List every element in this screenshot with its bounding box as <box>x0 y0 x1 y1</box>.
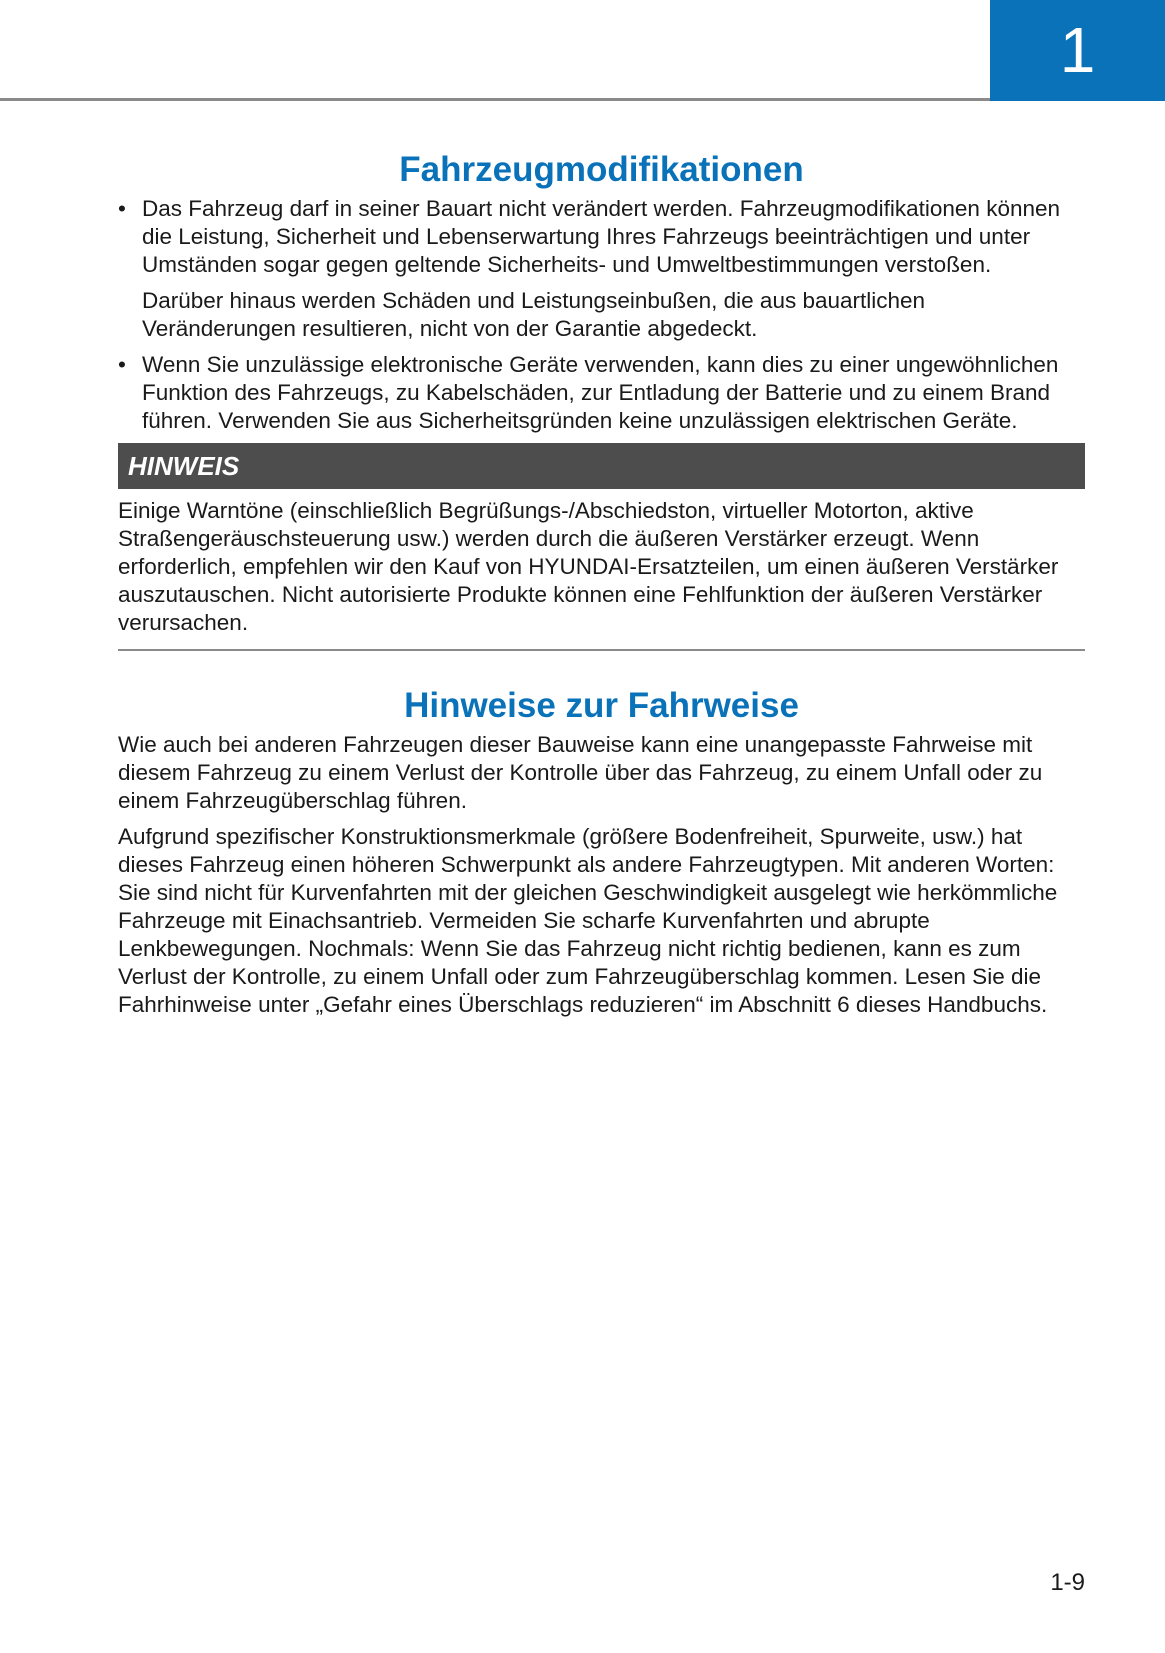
bullet-marker: • <box>118 196 126 221</box>
bullet-marker: • <box>118 352 126 377</box>
body-paragraph: Aufgrund spezifischer Konstruktionsmerkmale (größere Bodenfreiheit, Spurweite, usw.) hat dieses Fahrzeug einen höheren Schwerpunkt als andere Fahrzeugtypen. Mit anderen Worten: Sie sind nicht für Kurvenfahrten mit der gleichen Geschwindigkeit ausgelegt wie herkömmliche Fahrzeuge mit Einachsantrieb. Vermeiden Sie scharfe Kurvenfahrten und abrupte Lenkbewegungen. Nochmals: Wenn Sie das Fahrzeug nicht richtig bedienen, kann es zum Verlust der Kontrolle, zu einem Unfall oder zum Fahrzeugüberschlag kommen. Lesen Sie die Fahrhinweise unter „Gefahr eines Überschlags reduzieren“ im Abschnitt 6 dieses Handbuchs. <box>118 824 1058 1017</box>
section-title-fahrweise: Hinweise zur Fahrweise <box>404 686 799 725</box>
note-header: HINWEIS <box>118 443 1085 489</box>
modification-bullet-list <box>118 195 1085 435</box>
note-divider <box>118 649 1085 651</box>
chapter-tab: 1 <box>990 0 1165 101</box>
bullet-item <box>118 195 1085 343</box>
bullet-paragraph: Darüber hinaus werden Schäden und Leistungseinbußen, die aus bauartlichen Veränderungen resultieren, nicht von der Garantie abgedeckt. <box>142 288 926 341</box>
bullet-paragraph: Das Fahrzeug darf in seiner Bauart nicht verändert werden. Fahrzeugmodifikationen können die Leistung, Sicherheit und Lebenserwartung Ihres Fahrzeugs beeinträchtigen und unter Umständen sogar gegen geltende Sicherheits- und Umweltbestimmungen verstoßen. <box>142 196 1061 277</box>
header-rule <box>0 98 990 101</box>
page-content <box>118 145 1085 1027</box>
note-text: Einige Warntöne (einschließlich Begrüßungs-/Abschiedston, virtueller Motorton, aktive Straßengeräuschsteuerung usw.) werden durch die äußeren Verstärker erzeugt. Wenn erforderlich, empfehlen wir den Kauf von HYUNDAI-Ersatzteilen, um einen äußeren Verstärker auszutauschen. Nicht autorisierte Produkte können eine Fehlfunktion der äußeren Verstärker verursachen. <box>118 498 1059 635</box>
page-number: 1-9 <box>1050 1569 1085 1596</box>
bullet-item <box>118 351 1085 435</box>
section-title-fahrzeugmodifikationen: Fahrzeugmodifikationen <box>399 150 804 189</box>
bullet-paragraph: Wenn Sie unzulässige elektronische Geräte verwenden, kann dies zu einer ungewöhnlichen Funktion des Fahrzeugs, zu Kabelschäden, zur Entladung der Batterie und zu einem Brand führen. Verwenden Sie aus Sicherheitsgründen keine unzulässigen elektrischen Geräte. <box>142 352 1059 433</box>
body-paragraph: Wie auch bei anderen Fahrzeugen dieser Bauweise kann eine unangepasste Fahrweise mit diesem Fahrzeug zu einem Verlust der Kontrolle über das Fahrzeug, zu einem Unfall oder zu einem Fahrzeugüberschlag führen. <box>118 732 1043 813</box>
